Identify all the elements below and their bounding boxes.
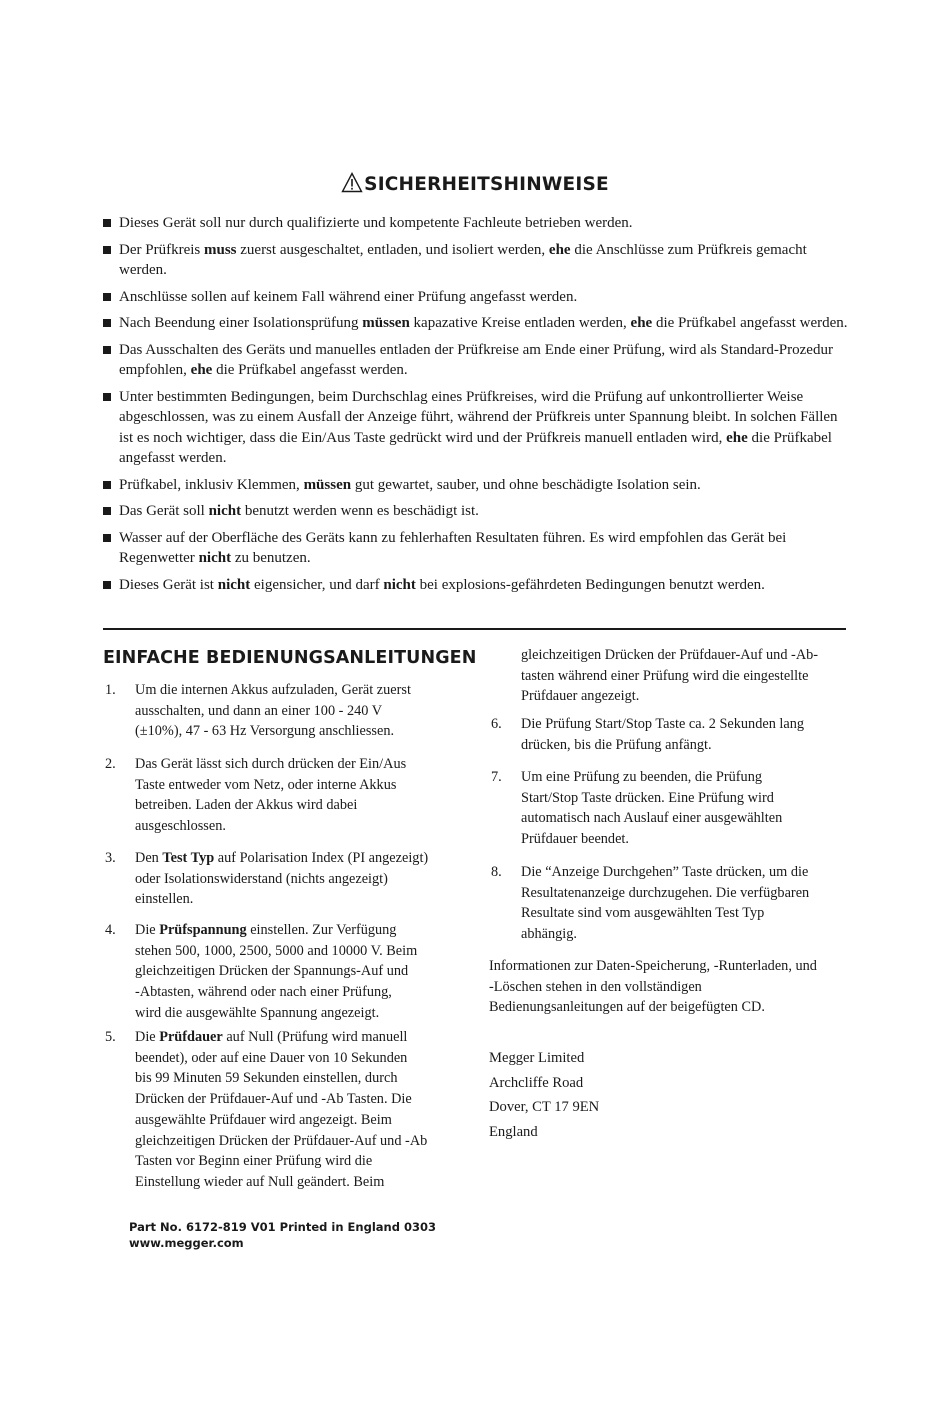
step-text: Drücken der Prüfdauer-Auf und -Ab Tasten. Die (135, 1091, 412, 1108)
safety-item (103, 387, 848, 469)
step-line (521, 808, 851, 829)
instruction-step-8 (491, 862, 851, 945)
safety-item (103, 287, 848, 308)
safety-item-text: Prüfkabel, inklusiv Klemmen, (119, 476, 304, 493)
instruction-step-2 (105, 754, 475, 837)
emphasis-text: müssen (303, 476, 352, 493)
safety-item-text: die Prüfkabel angefasst werden. (119, 429, 832, 466)
step-line (521, 924, 851, 945)
safety-item-text: zu benutzen. (231, 550, 311, 566)
website-link[interactable]: www.megger.com (129, 1235, 244, 1250)
step-text: Um eine Prüfung zu beenden, die Prüfung (521, 769, 763, 785)
emphasis-text: muss (203, 241, 237, 258)
info-line: Bedienungsanleitungen auf der beigefügten CD. (489, 999, 765, 1016)
step-text: Das Gerät lässt sich durch drücken der Ein/Aus (135, 756, 407, 772)
emphasis-text: Test Typ (162, 850, 215, 866)
emphasis-text: nicht (383, 576, 416, 593)
emphasis-text: Prüfdauer (159, 1029, 223, 1045)
instruction-step-5 (105, 1027, 475, 1193)
footer (129, 1220, 436, 1251)
step-line (135, 1048, 475, 1069)
step-line (135, 1172, 475, 1193)
step-line (135, 982, 475, 1003)
emphasis-text: nicht (198, 550, 232, 566)
step-text: Start/Stop Taste drücken. Eine Prüfung wird (521, 789, 774, 806)
step-line (135, 889, 475, 910)
step-number: 5. (105, 1029, 116, 1045)
step-text: Resultate sind vom ausgewählten Test Typ (521, 905, 765, 922)
step-number: 1. (105, 682, 116, 698)
step-line (521, 829, 851, 850)
step-text: ausgeschlossen. (135, 818, 226, 835)
safety-item-text: die Prüfkabel angefasst werden. (212, 362, 408, 378)
address-line: Archcliffe Road (489, 1074, 584, 1091)
step-text: Die Prüfung Start/Stop Taste ca. 2 Sekunden lang (521, 716, 805, 732)
safety-item-text: die Anschlüsse zum Prüfkreis gemacht werden. (119, 241, 807, 278)
step-text: auf Polarisation Index (PI angezeigt) (214, 850, 429, 866)
step-text: (±10%), 47 - 63 Hz Versorgung anschliessen. (135, 723, 395, 740)
step-line (135, 1151, 475, 1172)
part-number: Part No. 6172-819 V01 Printed in England 0303 (129, 1220, 436, 1234)
address-line: Dover, CT 17 9EN (489, 1099, 600, 1115)
step-number: 2. (105, 756, 116, 772)
step-text: Taste entweder vom Netz, oder interne Akkus (135, 776, 397, 793)
safety-list (103, 213, 848, 601)
company-address (489, 1046, 599, 1144)
step-line (135, 1089, 475, 1110)
step-line (135, 775, 475, 796)
step-text: Tasten vor Beginn einer Prüfung wird die (135, 1153, 373, 1170)
step-number: 6. (491, 716, 502, 732)
step-line (521, 767, 851, 788)
step-text: einstellen. (135, 891, 194, 908)
safety-item-text: Dieses Gerät ist (119, 576, 218, 593)
instruction-step-4 (105, 920, 475, 1024)
safety-item-text: die Prüfkabel angefasst werden. (652, 315, 848, 331)
safety-item (103, 575, 848, 596)
step-text: drücken, bis die Prüfung anfängt. (521, 736, 712, 753)
safety-item (103, 240, 848, 281)
safety-heading (0, 172, 950, 195)
step-text: automatisch nach Auslauf einer ausgewählten (521, 810, 783, 827)
safety-item-text: zuerst ausgeschaltet, entladen, und isoliert werden, (236, 241, 549, 258)
step-line (521, 862, 851, 883)
step-text: Prüfdauer beendet. (521, 831, 629, 848)
instructions-heading: EINFACHE BEDIENUNGSANLEITUNGEN (103, 648, 477, 668)
emphasis-text: müssen (362, 315, 410, 331)
step-text: betreiben. Laden der Akkus wird dabei (135, 797, 358, 814)
step-text: beendet), oder auf eine Dauer von 10 Sekunden (135, 1049, 408, 1066)
step-text: ausschalten, und dann an einer 100 - 240 V (135, 702, 383, 719)
safety-item-text: bei explosions-gefährdeten Bedingungen benutzt werden. (415, 576, 765, 593)
safety-item-text: Nach Beendung einer Isolationsprüfung (119, 315, 363, 331)
safety-item (103, 475, 848, 496)
step-text: oder Isolationswiderstand (nichts angezeigt) (135, 870, 388, 887)
emphasis-text: ehe (630, 315, 653, 331)
step-text: Resultatenanzeige durchzugehen. Die verfügbaren (521, 884, 810, 901)
step-line (135, 795, 475, 816)
safety-item (103, 313, 848, 334)
step-line (135, 920, 475, 941)
step-text: bis 99 Minuten 59 Sekunden einstellen, durch (135, 1070, 398, 1087)
step-number: 7. (491, 769, 502, 785)
safety-item-text: Unter bestimmten Bedingungen, beim Durchschlag eines Prüfkreises, wird die Prüfung auf unkontrollierter Weise abgeschlossen, was zu einem Ausfall der Anzeige führt, während der Prüfkreis unter Spannung bleibt. In solchen Fällen ist es noch wichtiger, dass die Ein/Aus Taste gedrückt wird und der Prüfkreis manuell entladen wird, (119, 388, 838, 446)
safety-item (103, 340, 848, 381)
step-text: wird die ausgewählte Spannung angezeigt. (135, 1004, 380, 1021)
step-text: abhängig. (521, 926, 577, 943)
address-line: Megger Limited (489, 1050, 585, 1066)
step-line (521, 666, 851, 687)
step-text: gleichzeitigen Drücken der Prüfdauer-Auf und -Ab (135, 1132, 428, 1149)
step-text: ausgewählte Prüfdauer wird angezeigt. Beim (135, 1111, 392, 1128)
step-text: stehen 500, 1000, 2500, 5000 and 10000 V. Beim (135, 942, 418, 959)
step-line (135, 754, 475, 775)
step-line (521, 714, 851, 735)
step-text: gleichzeitigen Drücken der Spannungs-Auf und (135, 963, 409, 980)
step-text: Einstellung wieder auf Null geändert. Beim (135, 1173, 385, 1190)
step-line (521, 686, 851, 707)
safety-item-text: eigensicher, und darf (250, 576, 384, 593)
info-line: Informationen zur Daten-Speicherung, -Runterladen, und (489, 958, 817, 974)
step-line (521, 645, 851, 666)
instruction-step-7 (491, 767, 851, 850)
safety-item (103, 213, 848, 234)
step-line (135, 1131, 475, 1152)
step-line (135, 941, 475, 962)
step-line (135, 816, 475, 837)
step-number: 4. (105, 922, 116, 938)
emphasis-text: ehe (726, 429, 748, 446)
instruction-step-3 (105, 848, 475, 910)
step-line (521, 883, 851, 904)
step-line (135, 680, 475, 701)
safety-item-text: kapazative Kreise entladen werden, (409, 315, 631, 331)
step-line (135, 1110, 475, 1131)
step-line (135, 701, 475, 722)
section-divider (103, 628, 846, 630)
emphasis-text: ehe (190, 362, 213, 378)
step-text: auf Null (Prüfung wird manuell (222, 1029, 408, 1045)
documentation-info (489, 956, 851, 1018)
safety-item-text: gut gewartet, sauber, und ohne beschädigte Isolation sein. (351, 476, 701, 493)
step-number: 3. (105, 850, 116, 866)
step-line (135, 1027, 475, 1048)
step-text: gleichzeitigen Drücken der Prüfdauer-Auf und -Ab- (521, 647, 819, 663)
info-line: -Löschen stehen in den vollständigen (489, 978, 702, 995)
emphasis-text: ehe (548, 241, 571, 258)
step-line (135, 869, 475, 890)
step-text: Die (135, 922, 160, 938)
instruction-step-6 (491, 714, 851, 755)
safety-item (103, 528, 848, 569)
safety-item (103, 501, 848, 522)
step-text: Die “Anzeige Durchgehen” Taste drücken, um die (521, 864, 809, 880)
safety-item-text: Wasser auf der Oberfläche des Geräts kann zu fehlerhaften Resultaten führen. Es wird empfohlen das Gerät bei Regenwetter (119, 529, 787, 566)
emphasis-text: Prüfspannung (159, 922, 247, 938)
step-text: Den (135, 850, 163, 866)
step-line (135, 848, 475, 869)
safety-item-text: Das Ausschalten des Geräts und manuelles entladen der Prüfkreise am Ende einer Prüfung, wird als Standard-Prozedur empfohlen, (119, 341, 833, 378)
emphasis-text: nicht (208, 503, 242, 519)
warning-triangle-icon (341, 172, 363, 193)
safety-item-text: Der Prüfkreis (119, 241, 204, 258)
step-line (135, 961, 475, 982)
step-line (135, 721, 475, 742)
step-text: Um die internen Akkus aufzuladen, Gerät zuerst (135, 682, 411, 698)
step-line (135, 1003, 475, 1024)
safety-item-text: Das Gerät soll (119, 503, 209, 519)
emphasis-text: nicht (217, 576, 251, 593)
step-text: einstellen. Zur Verfügung (246, 922, 397, 938)
step-line (135, 1068, 475, 1089)
step-line (521, 788, 851, 809)
step-number: 8. (491, 864, 502, 880)
instruction-step-1 (105, 680, 475, 742)
instruction-step-5-continued (521, 645, 851, 707)
safety-item-text: Anschlüsse sollen auf keinem Fall während einer Prüfung angefasst werden. (119, 288, 578, 305)
step-text: tasten während einer Prüfung wird die eingestellte (521, 667, 809, 684)
step-line (521, 903, 851, 924)
safety-heading-text: SICHERHEITSHINWEISE (364, 174, 609, 195)
step-text: -Abtasten, während oder nach einer Prüfung, (135, 984, 392, 1001)
safety-item-text: benutzt werden wenn es beschädigt ist. (241, 503, 479, 519)
step-text: Prüfdauer angezeigt. (521, 688, 640, 705)
step-line (521, 735, 851, 756)
address-line: England (489, 1123, 538, 1140)
safety-item-text: Dieses Gerät soll nur durch qualifizierte und kompetente Fachleute betrieben werden. (119, 215, 633, 231)
step-text: Die (135, 1029, 160, 1045)
